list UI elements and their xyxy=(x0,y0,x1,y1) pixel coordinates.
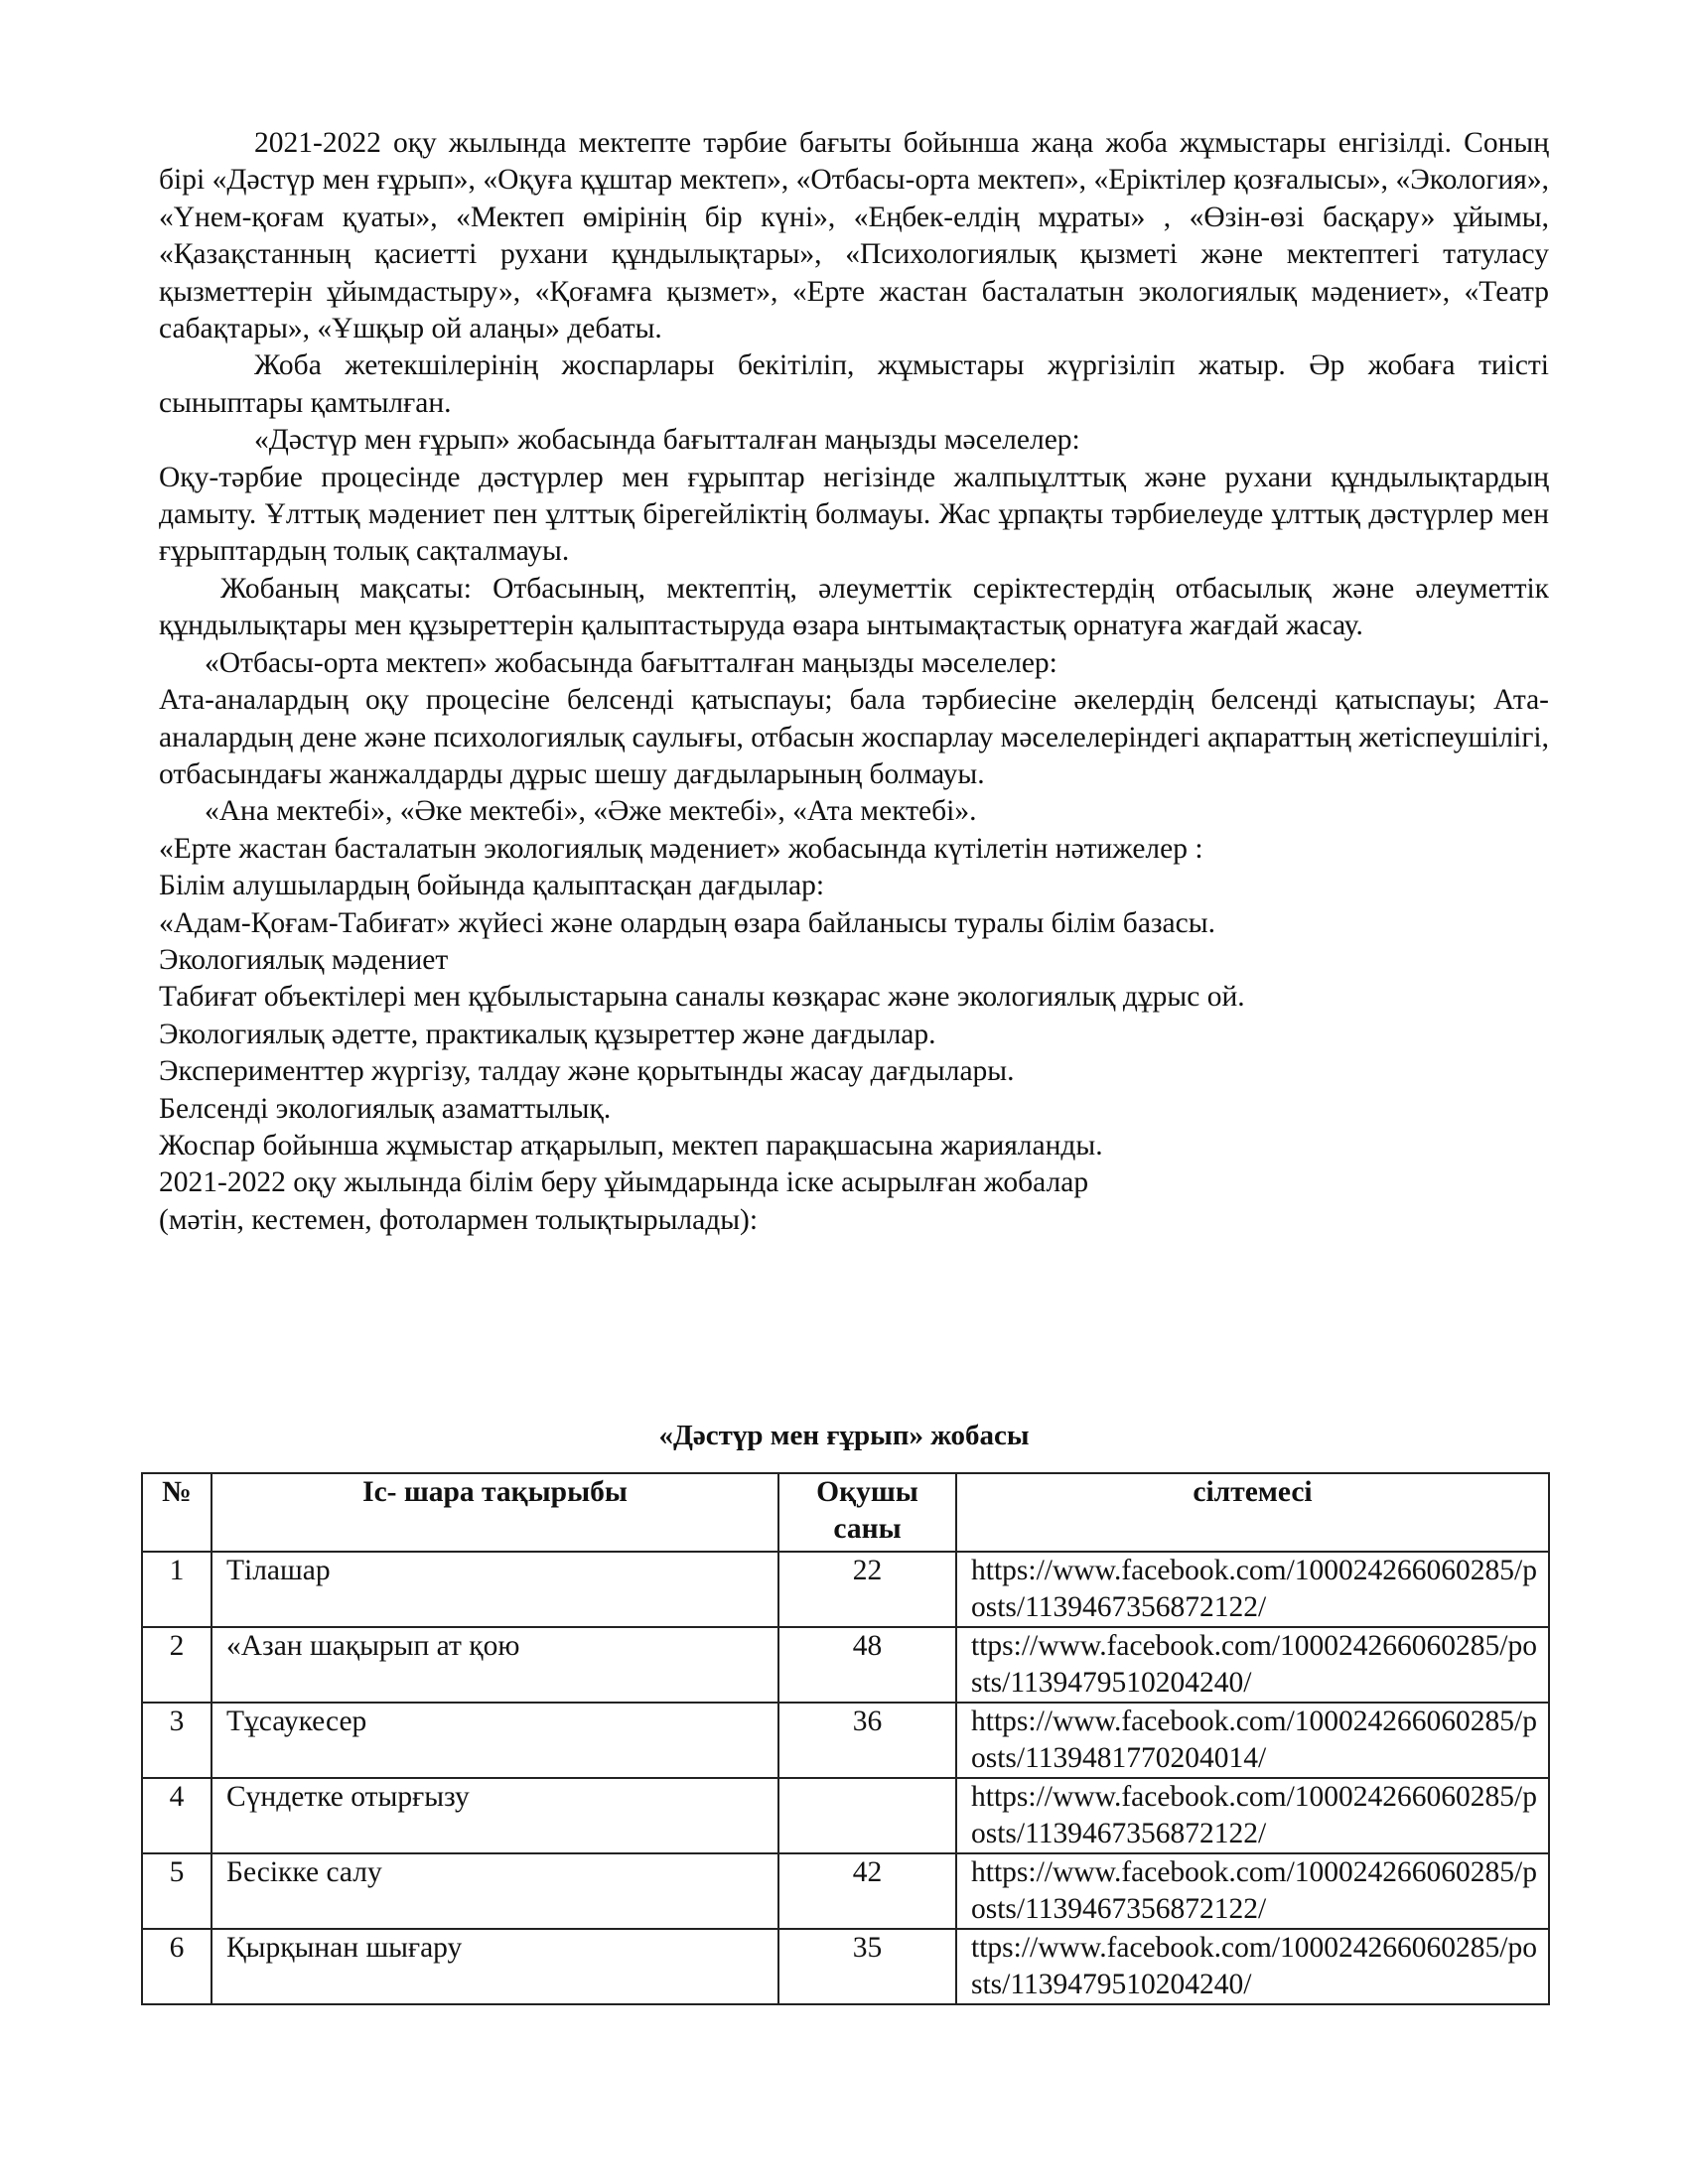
row-student-count: 22 xyxy=(778,1552,956,1627)
row-link-cell xyxy=(956,1552,1549,1627)
row-link[interactable]: ttps://www.facebook.com/100024266060285/posts/1139479510204240/ xyxy=(971,1932,1537,2000)
paragraph-schools-list: «Ана мектебі», «Әке мектебі», «Әже мектебі», «Ата мектебі». xyxy=(205,795,977,828)
row-student-count: 42 xyxy=(778,1853,956,1929)
row-number: 6 xyxy=(142,1929,211,2004)
row-link-cell xyxy=(956,1853,1549,1929)
row-event-title: Тілашар xyxy=(211,1552,778,1627)
header-event-title: Іс- шара тақырыбы xyxy=(211,1473,778,1552)
line-projects-implemented: 2021-2022 оқу жылында білім беру ұйымдарында іске асырылған жобалар xyxy=(159,1166,1089,1199)
table-row xyxy=(142,1929,1549,2004)
line-knowledge-base: «Адам-Қоғам-Табиғат» жүйесі және олардың өзара байланысы туралы білім базасы. xyxy=(159,906,1215,939)
header-link: сілтемесі xyxy=(956,1473,1549,1552)
row-number: 2 xyxy=(142,1627,211,1703)
row-event-title: Тұсаукесер xyxy=(211,1703,778,1778)
row-link-cell xyxy=(956,1703,1549,1778)
paragraph-dastur-heading: «Дәстүр мен ғұрып» жобасында бағытталған маңызды мәселелер: xyxy=(254,424,1080,457)
row-student-count: 35 xyxy=(778,1929,956,2004)
header-number: № xyxy=(142,1473,211,1552)
row-link-cell xyxy=(956,1929,1549,2004)
row-link-cell xyxy=(956,1778,1549,1853)
row-link[interactable]: https://www.facebook.com/100024266060285/posts/1139467356872122/ xyxy=(971,1781,1537,1849)
paragraph-plans: Жоба жетекшілерінің жоспарлары бекітіліп, жұмыстары жүргізіліп жатыр. Әр жобаға тиісті сыныптары қамтылған. xyxy=(159,349,1549,419)
paragraph-dastur-issues: Оқу-тәрбие процесінде дәстүрлер мен ғұрыптар негізінде жалпыұлттық және рухани құндылықтардың дамыту. Ұлттық мәдениет пен ұлттық бірегейліктің болмауы. Жас ұрпақты тәрбиелеуде ұлттық дәстүрлер мен ғұрыптардың толық сақталмауы. xyxy=(159,461,1549,568)
paragraph-project-goal: Жобаның мақсаты: Отбасының, мектептің, әлеуметтік серіктестердің отбасылық және әлеуметтік құндылықтары мен құзыреттерін қалыптастыруда өзара ынтымақтастық орнатуға жағдай жасау. xyxy=(159,572,1549,642)
table-title: «Дәстүр мен ғұрып» жобасы xyxy=(658,1420,1030,1451)
line-published: Жоспар бойынша жұмыстар атқарылып, мектеп парақшасына жарияланды. xyxy=(159,1129,1103,1161)
paragraph-intro: 2021-2022 оқу жылында мектепте тәрбие бағыты бойынша жаңа жоба жұмыстары енгізілді. Соның бірі «Дәстүр мен ғұрып», «Оқуға құштар мектеп», «Отбасы-орта мектеп», «Еріктілер қозғалысы», «Экология», «Үнем-қоғам қуаты», «Мектеп өмірінің бір күні», «Еңбек-елдің мұраты» , «Өзін-өзі басқару» ұйымы, «Қазақстанның қасиетті рухани құндылықтары», «Психологиялық қызметі және мектептегі татуласу қызметтерін ұйымдастыру», «Қоғамға қызмет», «Ерте жастан басталатын экологиялық мәдениет», «Театр сабақтары», «Ұшқыр ой алаңы» дебаты. xyxy=(159,127,1549,345)
row-event-title: Бесікке салу xyxy=(211,1853,778,1929)
line-eco-habits: Экологиялық әдетте, практикалық құзыреттер және дағдылар. xyxy=(159,1018,936,1050)
line-eco-culture: Экологиялық мәдениет xyxy=(159,943,449,976)
events-table xyxy=(141,1472,1550,2005)
table-row xyxy=(142,1853,1549,1929)
row-number: 3 xyxy=(142,1703,211,1778)
table-row xyxy=(142,1552,1549,1627)
row-link[interactable]: https://www.facebook.com/100024266060285/posts/1139467356872122/ xyxy=(971,1555,1537,1623)
table-row xyxy=(142,1627,1549,1703)
row-link-cell xyxy=(956,1627,1549,1703)
line-experiments: Эксперименттер жүргізу, талдау және қорытынды жасау дағдылары. xyxy=(159,1055,1015,1088)
line-eco-results-heading: «Ерте жастан басталатын экологиялық мәдениет» жобасында күтілетін нәтижелер : xyxy=(159,832,1203,865)
line-nature-attitude: Табиғат объектілері мен құбылыстарына саналы көзқарас және экологиялық дұрыс ой. xyxy=(159,981,1245,1014)
row-event-title: Қырқынан шығару xyxy=(211,1929,778,2004)
document-body xyxy=(159,125,1549,1239)
line-skills-heading: Білім алушылардың бойында қалыптасқан дағдылар: xyxy=(159,870,825,902)
paragraph-family-heading: «Отбасы-орта мектеп» жобасында бағытталған маңызды мәселелер: xyxy=(205,646,1057,679)
header-student-count: Оқушы саны xyxy=(778,1473,956,1552)
row-number: 5 xyxy=(142,1853,211,1929)
table-row xyxy=(142,1703,1549,1778)
row-link[interactable]: https://www.facebook.com/100024266060285/posts/1139481770204014/ xyxy=(971,1706,1537,1774)
row-number: 4 xyxy=(142,1778,211,1853)
paragraph-family-issues: Ата-аналардың оқу процесіне белсенді қатыспауы; бала тәрбиесіне әкелердің белсенді қатыспауы; Ата-аналардың дене және психологиялық саулығы, отбасын жоспарлау мәселелеріндегі ақпараттың жетіспеушілігі, отбасындағы жанжалдарды дұрыс шешу дағдыларының болмауы. xyxy=(159,684,1549,790)
line-citizenship: Белсенді экологиялық азаматтылық. xyxy=(159,1092,612,1125)
row-event-title: «Азан шақырып ат қою xyxy=(211,1627,778,1703)
table-header-row xyxy=(142,1473,1549,1552)
row-student-count: 36 xyxy=(778,1703,956,1778)
table-row xyxy=(142,1778,1549,1853)
row-student-count: 48 xyxy=(778,1627,956,1703)
row-number: 1 xyxy=(142,1552,211,1627)
row-link[interactable]: https://www.facebook.com/100024266060285/posts/1139467356872122/ xyxy=(971,1856,1537,1925)
line-supplement-note: (мәтін, кестемен, фотолармен толықтырылады): xyxy=(159,1203,759,1236)
row-link[interactable]: ttps://www.facebook.com/100024266060285/posts/1139479510204240/ xyxy=(971,1630,1537,1699)
row-student-count xyxy=(778,1778,956,1853)
row-event-title: Сүндетке отырғызу xyxy=(211,1778,778,1853)
